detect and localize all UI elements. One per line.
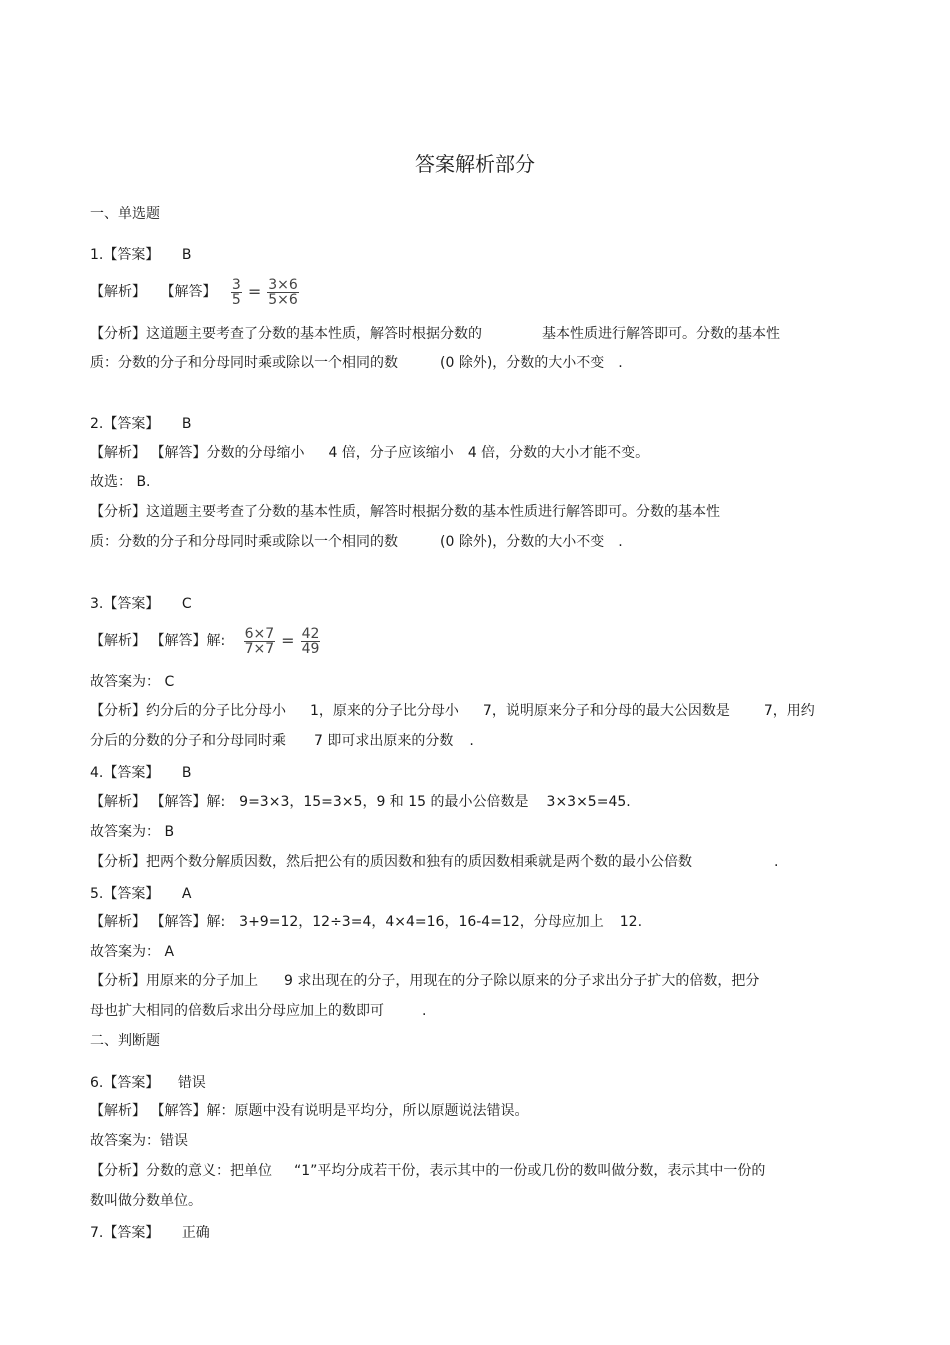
q3-fraction-right: $\frac{42}{49}$ xyxy=(301,625,320,657)
q4-answer-label: 4.【答案】 xyxy=(90,765,160,781)
q2-solution-line: 【解析】 【解答】分数的分母缩小 4 倍，分子应该缩小 4 倍，分数的大小才能不变。 xyxy=(90,445,650,461)
q3-analysis-line-2: 分后的分数的分子和分母同时乘 7 即可求出原来的分数 . xyxy=(90,733,474,749)
q4-analysis-line: 【分析】把两个数分解质因数，然后把公有的质因数和独有的质因数相乘就是两个数的最小公倍数 . xyxy=(90,854,779,870)
q6-analysis-line-1: 【分析】分数的意义：把单位 “1”平均分成若干份，表示其中的一份或几份的数叫做分数，表示其中一份的 xyxy=(90,1163,766,1179)
q2-analysis-line-2: 质：分数的分子和分母同时乘或除以一个相同的数 (0 除外)，分数的大小不变 . xyxy=(90,534,623,550)
q3-answer-value: C xyxy=(181,596,192,612)
q2-analysis-line-1: 【分析】这道题主要考查了分数的基本性质，解答时根据分数的基本性质进行解答即可。分数的基本性 xyxy=(90,504,720,520)
q1-jieda-label: 【解答】 xyxy=(160,284,217,300)
q6-answer-line xyxy=(90,1074,206,1092)
section-true-false: 二、判断题 xyxy=(90,1033,160,1049)
q6-conclusion-line: 故答案为：错误 xyxy=(90,1133,188,1149)
page-title: 答案解析部分 xyxy=(415,152,535,176)
q3-answer-line xyxy=(90,595,192,613)
q7-answer-line xyxy=(90,1224,210,1242)
q1-equation: $\frac{3}{5}$ = $\frac{3\times 6}{5\times 6}$ xyxy=(231,276,298,308)
q1-answer-label: 1.【答案】 xyxy=(90,247,160,263)
q1-fraction-right: $\frac{3\times 6}{5\times 6}$ xyxy=(268,276,298,308)
q2-choice-line: 故选： B. xyxy=(90,474,151,490)
q2-answer-label: 2.【答案】 xyxy=(90,416,160,432)
q6-answer-value: 错误 xyxy=(177,1075,206,1091)
q1-jiexi-label: 【解析】 xyxy=(90,284,146,300)
q5-answer-value: A xyxy=(181,886,192,902)
q4-solution-line: 【解析】 【解答】解: 9=3×3，15=3×5，9 和 15 的最小公倍数是 3×3×5=45. xyxy=(90,794,631,810)
q3-solution-line: 【解析】 【解答】解: $\frac{6\times 7}{7\times 7}$ = $\frac{42}{49}$ xyxy=(90,625,320,657)
q1-analysis-line-1: 【分析】这道题主要考查了分数的基本性质，解答时根据分数的 基本性质进行解答即可。分数的基本性 xyxy=(90,326,780,342)
q3-answer-label: 3.【答案】 xyxy=(90,596,160,612)
q6-analysis-line-2: 数叫做分数单位。 xyxy=(90,1193,202,1209)
q3-fraction-left: $\frac{6\times 7}{7\times 7}$ xyxy=(244,625,275,657)
q1-analysis-line-2: 质：分数的分子和分母同时乘或除以一个相同的数 (0 除外)，分数的大小不变 . xyxy=(90,355,623,371)
q1-answer-value: B xyxy=(181,247,192,263)
q7-answer-value: 正确 xyxy=(181,1225,210,1241)
q5-answer-label: 5.【答案】 xyxy=(90,886,160,902)
section-single-choice: 一、单选题 xyxy=(90,206,160,222)
q4-answer-value: B xyxy=(181,765,192,781)
q4-conclusion-line: 故答案为： B xyxy=(90,824,175,840)
q4-answer-line xyxy=(90,764,191,782)
q5-analysis-line-2: 母也扩大相同的倍数后求出分母应加上的数即可 . xyxy=(90,1003,427,1019)
q5-conclusion-line: 故答案为： A xyxy=(90,944,175,960)
q6-answer-label: 6.【答案】 xyxy=(90,1075,160,1091)
q3-equation: $\frac{6\times 7}{7\times 7}$ = $\frac{42}{49}$ xyxy=(244,625,320,657)
q7-answer-label: 7.【答案】 xyxy=(90,1225,160,1241)
q2-answer-value: B xyxy=(181,416,192,432)
q6-solution-line: 【解析】 【解答】解：原题中没有说明是平均分，所以原题说法错误。 xyxy=(90,1103,529,1119)
q1-answer-line xyxy=(90,246,191,264)
q3-analysis-line-1: 【分析】约分后的分子比分母小 1，原来的分子比分母小 7，说明原来分子和分母的最大公因数是 7，用约 xyxy=(90,703,815,719)
q5-analysis-line-1: 【分析】用原来的分子加上 9 求出现在的分子，用现在的分子除以原来的分子求出分子扩大的倍数，把分 xyxy=(90,973,760,989)
q3-conclusion-line: 故答案为： C xyxy=(90,674,175,690)
q5-solution-line: 【解析】 【解答】解: 3+9=12，12÷3=4，4×4=16，16-4=12，分母应加上 12. xyxy=(90,914,643,930)
q2-answer-line xyxy=(90,415,191,433)
q1-fraction-left: $\frac{3}{5}$ xyxy=(231,276,241,308)
q5-answer-line xyxy=(90,885,191,903)
q1-solution-line xyxy=(90,275,299,309)
